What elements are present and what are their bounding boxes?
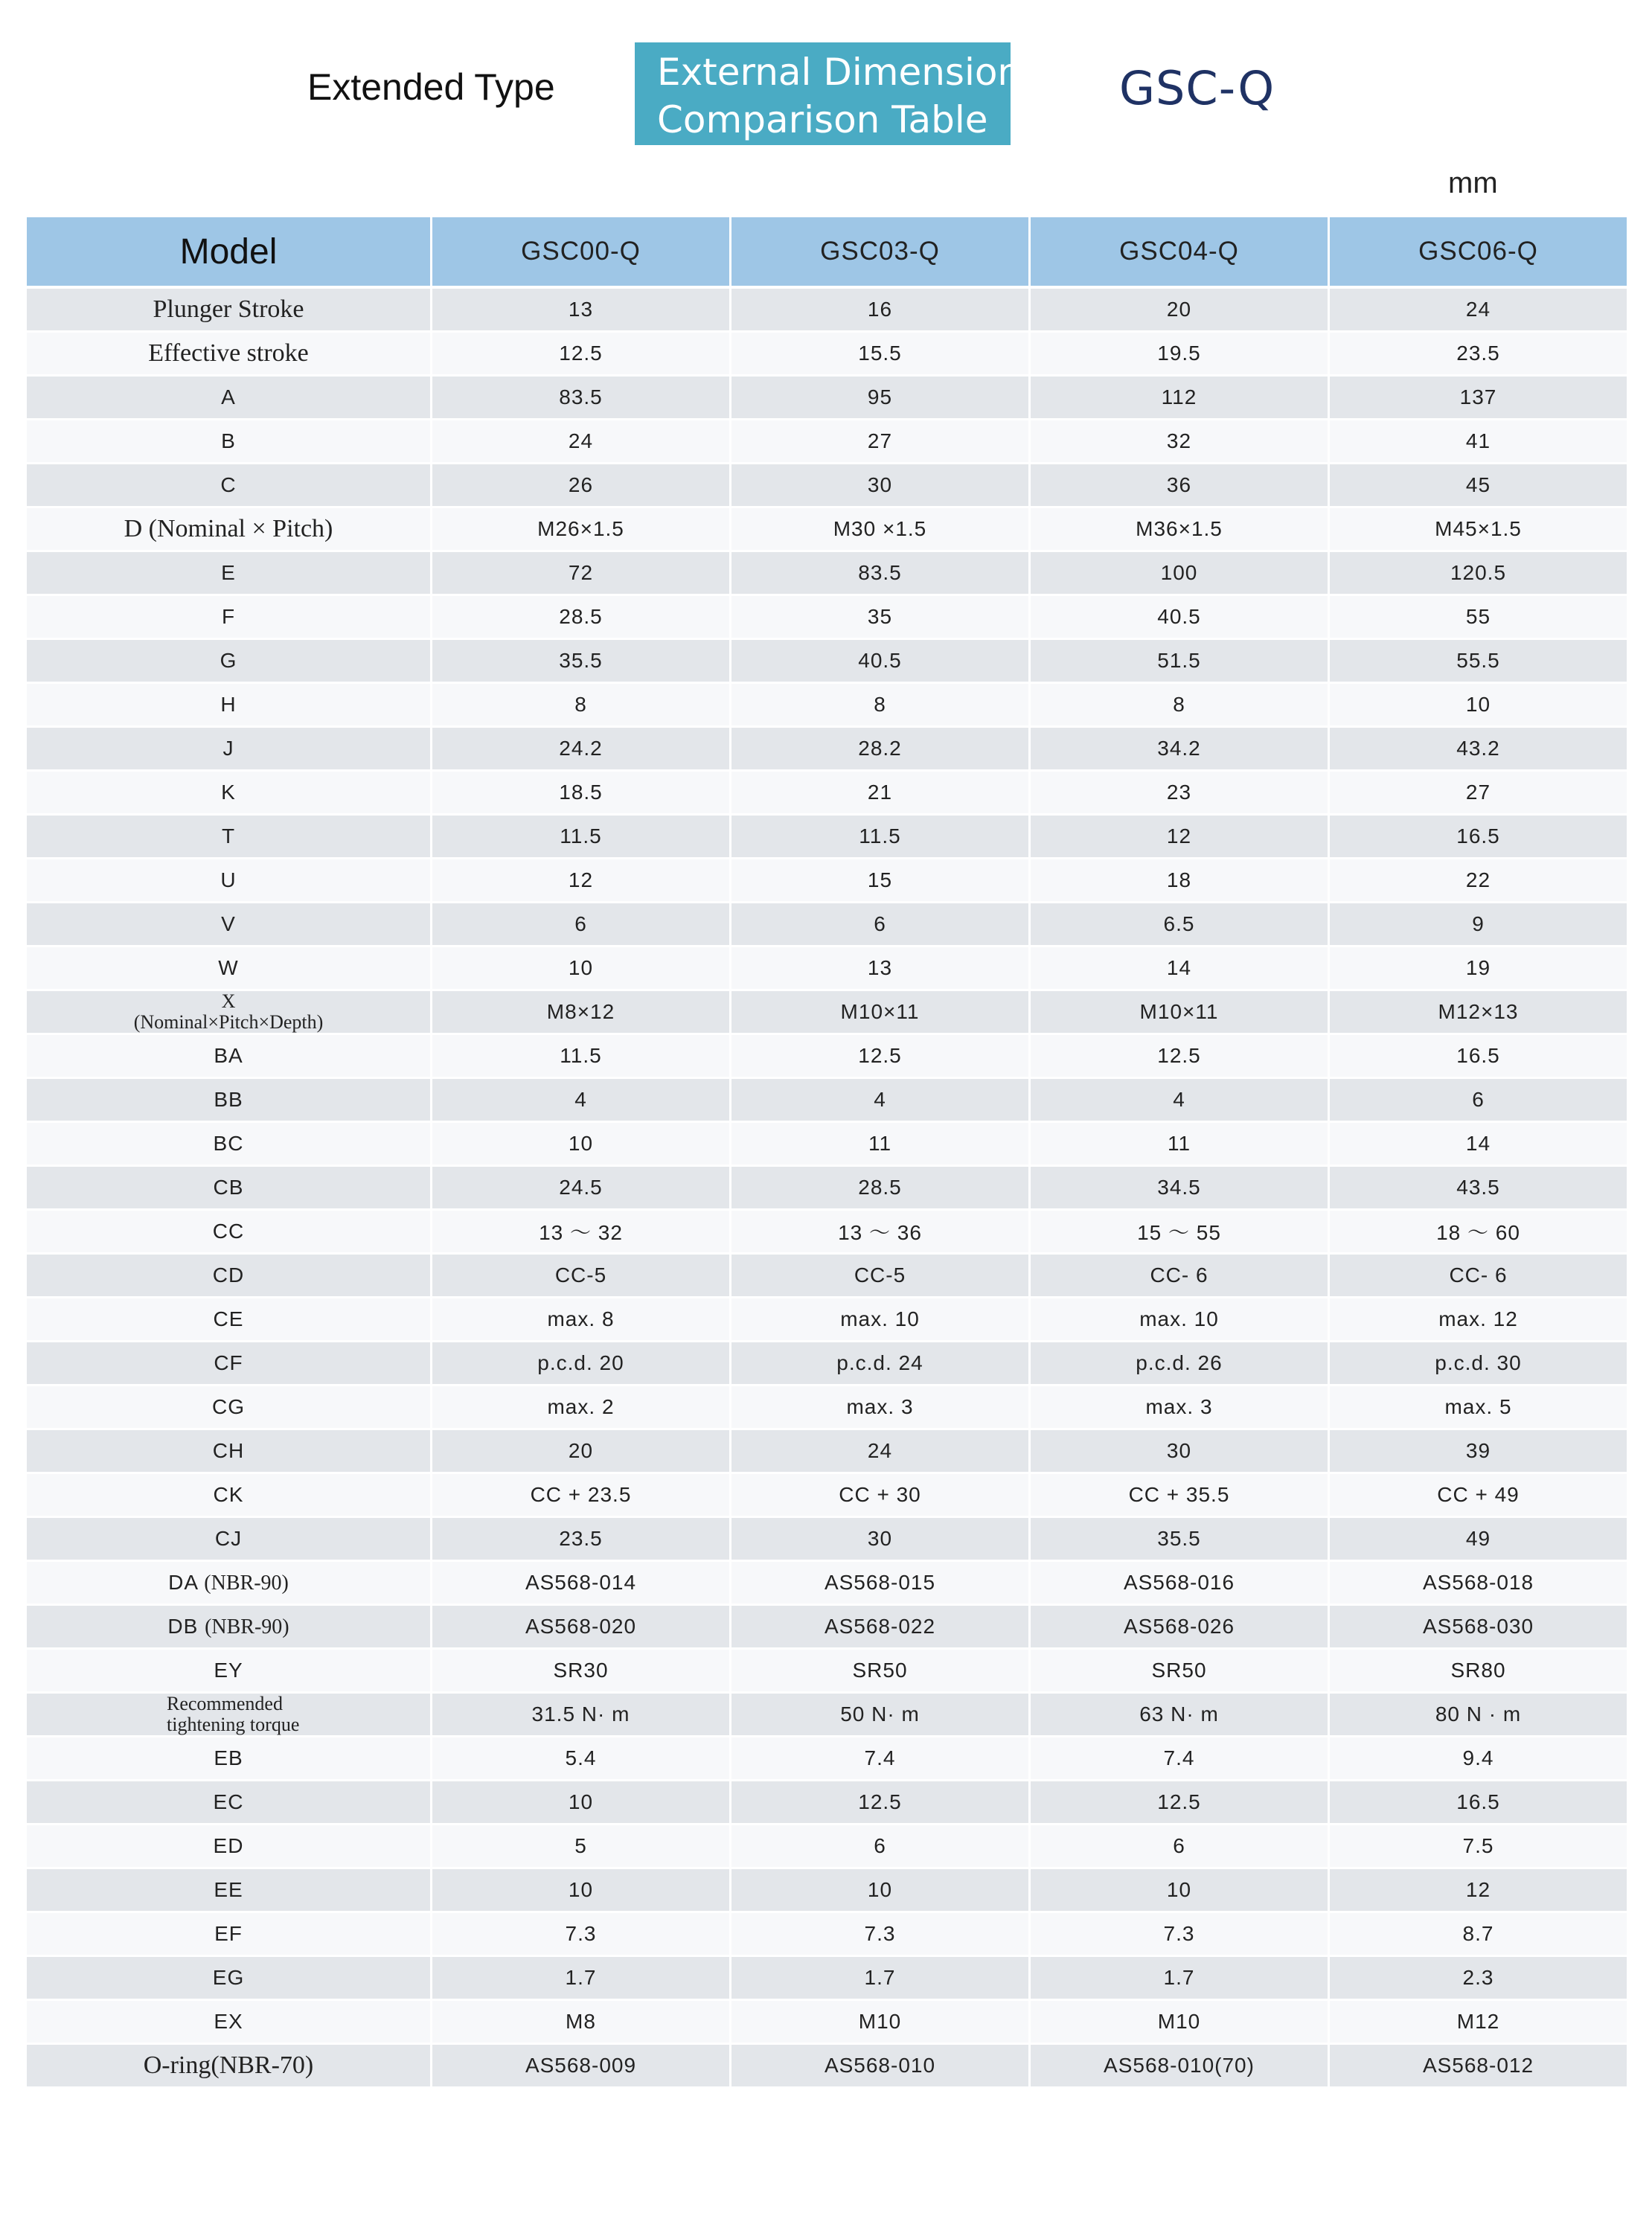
value-cell: 32	[1028, 420, 1328, 464]
table-row	[27, 1737, 1627, 1781]
table-row	[27, 464, 1627, 508]
row-label: EY	[27, 1650, 430, 1694]
value-cell: SR50	[729, 1650, 1028, 1694]
value-cell: 83.5	[729, 552, 1028, 596]
model-header: GSC00-Q	[430, 217, 729, 289]
table-row	[27, 728, 1627, 772]
value-cell: 39	[1328, 1430, 1627, 1474]
value-cell: 6	[430, 903, 729, 947]
value-cell: 23.5	[1328, 333, 1627, 377]
table-row	[27, 859, 1627, 903]
value-cell: 1.7	[1028, 1957, 1328, 2001]
row-label: BB	[27, 1079, 430, 1123]
value-cell: 6	[729, 1825, 1028, 1869]
value-cell: CC- 6	[1028, 1255, 1328, 1298]
value-cell: 30	[1028, 1430, 1328, 1474]
value-cell: M45×1.5	[1328, 508, 1627, 552]
value-cell: 30	[729, 1518, 1028, 1562]
value-cell: 83.5	[430, 377, 729, 420]
table-row	[27, 1518, 1627, 1562]
row-label: G	[27, 640, 430, 684]
table-row	[27, 1825, 1627, 1869]
table-row	[27, 1474, 1627, 1518]
value-cell: 27	[729, 420, 1028, 464]
value-cell: 11.5	[729, 816, 1028, 859]
value-cell: 40.5	[729, 640, 1028, 684]
table-row	[27, 552, 1627, 596]
title-banner	[635, 42, 1041, 145]
table-row	[27, 1606, 1627, 1650]
value-cell: M8×12	[430, 991, 729, 1035]
model-column-header: Model	[27, 217, 430, 289]
table-row	[27, 1211, 1627, 1255]
value-cell: AS568-016	[1028, 1562, 1328, 1606]
value-cell: 10	[1328, 684, 1627, 728]
table-row	[27, 991, 1627, 1035]
value-cell: 5	[430, 1825, 729, 1869]
value-cell: 24	[430, 420, 729, 464]
row-label: U	[27, 859, 430, 903]
value-cell: 28.5	[430, 596, 729, 640]
value-cell: 41	[1328, 420, 1627, 464]
value-cell: 10	[430, 1123, 729, 1167]
value-cell: M10	[1028, 2001, 1328, 2045]
value-cell: 18	[1028, 859, 1328, 903]
row-label: C	[27, 464, 430, 508]
value-cell: 35.5	[1028, 1518, 1328, 1562]
row-label	[27, 1694, 430, 1737]
value-cell: 7.3	[1028, 1913, 1328, 1957]
value-cell: M10×11	[1028, 991, 1328, 1035]
table-row	[27, 1781, 1627, 1825]
value-cell: 8	[729, 684, 1028, 728]
row-label: EX	[27, 2001, 430, 2045]
value-cell: AS568-018	[1328, 1562, 1627, 1606]
value-cell: max. 8	[430, 1298, 729, 1342]
table-row	[27, 1035, 1627, 1079]
model-header: GSC03-Q	[729, 217, 1028, 289]
value-cell: 18 ～ 60	[1328, 1211, 1627, 1255]
value-cell: 12.5	[1028, 1035, 1328, 1079]
row-label: CC	[27, 1211, 430, 1255]
value-cell: 9.4	[1328, 1737, 1627, 1781]
value-cell: 9	[1328, 903, 1627, 947]
table-row	[27, 1255, 1627, 1298]
table-row	[27, 1342, 1627, 1386]
value-cell: 23.5	[430, 1518, 729, 1562]
value-cell: 6	[1328, 1079, 1627, 1123]
value-cell: 80 N · m	[1328, 1694, 1627, 1737]
value-cell: 10	[430, 947, 729, 991]
value-cell: 12.5	[729, 1781, 1028, 1825]
model-header: GSC06-Q	[1328, 217, 1627, 289]
dimensions-table	[27, 217, 1627, 2089]
table-row	[27, 2001, 1627, 2045]
table-row	[27, 289, 1627, 333]
value-cell: 34.5	[1028, 1167, 1328, 1211]
table-row	[27, 508, 1627, 552]
value-cell: 14	[1028, 947, 1328, 991]
value-cell: 13	[729, 947, 1028, 991]
value-cell: 35	[729, 596, 1028, 640]
value-cell: 45	[1328, 464, 1627, 508]
value-cell: p.c.d. 26	[1028, 1342, 1328, 1386]
table-row	[27, 684, 1627, 728]
value-cell: 95	[729, 377, 1028, 420]
value-cell: 137	[1328, 377, 1627, 420]
product-series-title: GSC-Q	[1119, 61, 1275, 115]
row-label-line1: Recommended	[167, 1694, 283, 1714]
value-cell: AS568-009	[430, 2045, 729, 2089]
value-cell: CC + 23.5	[430, 1474, 729, 1518]
row-label: CF	[27, 1342, 430, 1386]
value-cell: 4	[729, 1079, 1028, 1123]
value-cell: 19.5	[1028, 333, 1328, 377]
row-label: BA	[27, 1035, 430, 1079]
value-cell: 1.7	[430, 1957, 729, 2001]
value-cell: 51.5	[1028, 640, 1328, 684]
value-cell: M10	[729, 2001, 1028, 2045]
row-label: EB	[27, 1737, 430, 1781]
table-row	[27, 816, 1627, 859]
row-label-line2: (Nominal×Pitch×Depth)	[133, 1011, 324, 1033]
value-cell: 23	[1028, 772, 1328, 816]
value-cell: 11	[1028, 1123, 1328, 1167]
row-label: CB	[27, 1167, 430, 1211]
value-cell: 2.3	[1328, 1957, 1627, 2001]
value-cell: 43.5	[1328, 1167, 1627, 1211]
value-cell: AS568-010(70)	[1028, 2045, 1328, 2089]
value-cell: 7.5	[1328, 1825, 1627, 1869]
row-label	[27, 1562, 430, 1606]
row-label: EE	[27, 1869, 430, 1913]
value-cell: AS568-015	[729, 1562, 1028, 1606]
row-label: Effective stroke	[27, 333, 430, 377]
row-label: CH	[27, 1430, 430, 1474]
value-cell: 55	[1328, 596, 1627, 640]
table-row	[27, 377, 1627, 420]
value-cell: 8	[430, 684, 729, 728]
value-cell: 4	[430, 1079, 729, 1123]
row-label: Plunger Stroke	[27, 289, 430, 333]
value-cell: AS568-022	[729, 1606, 1028, 1650]
row-label: CD	[27, 1255, 430, 1298]
table-row	[27, 903, 1627, 947]
value-cell: 6	[1028, 1825, 1328, 1869]
value-cell: max. 12	[1328, 1298, 1627, 1342]
value-cell: 12.5	[430, 333, 729, 377]
value-cell: 18.5	[430, 772, 729, 816]
value-cell: CC + 30	[729, 1474, 1028, 1518]
title-banner-line2: Comparison Table	[657, 98, 988, 141]
value-cell: max. 5	[1328, 1386, 1627, 1430]
table-row	[27, 772, 1627, 816]
table-row	[27, 947, 1627, 991]
row-label	[27, 991, 430, 1035]
value-cell: 12.5	[729, 1035, 1028, 1079]
value-cell: 14	[1328, 1123, 1627, 1167]
table-row	[27, 1079, 1627, 1123]
value-cell: M26×1.5	[430, 508, 729, 552]
table-row	[27, 1167, 1627, 1211]
value-cell: M10×11	[729, 991, 1028, 1035]
value-cell: 43.2	[1328, 728, 1627, 772]
value-cell: 16	[729, 289, 1028, 333]
value-cell: AS568-026	[1028, 1606, 1328, 1650]
value-cell: max. 2	[430, 1386, 729, 1430]
row-label: J	[27, 728, 430, 772]
value-cell: 19	[1328, 947, 1627, 991]
value-cell: 16.5	[1328, 1035, 1627, 1079]
row-label: F	[27, 596, 430, 640]
row-label: BC	[27, 1123, 430, 1167]
value-cell: 36	[1028, 464, 1328, 508]
value-cell: 63 N· m	[1028, 1694, 1328, 1737]
table-row	[27, 1913, 1627, 1957]
table-row	[27, 1869, 1627, 1913]
value-cell: 10	[430, 1781, 729, 1825]
value-cell: SR50	[1028, 1650, 1328, 1694]
value-cell: max. 3	[1028, 1386, 1328, 1430]
value-cell: 8.7	[1328, 1913, 1627, 1957]
value-cell: M30 ×1.5	[729, 508, 1028, 552]
value-cell: max. 3	[729, 1386, 1028, 1430]
value-cell: AS568-012	[1328, 2045, 1627, 2089]
value-cell: 12.5	[1028, 1781, 1328, 1825]
table-row	[27, 596, 1627, 640]
value-cell: 15.5	[729, 333, 1028, 377]
value-cell: CC + 49	[1328, 1474, 1627, 1518]
value-cell: 1.7	[729, 1957, 1028, 2001]
row-label: V	[27, 903, 430, 947]
table-row	[27, 420, 1627, 464]
row-label: K	[27, 772, 430, 816]
page-subtitle: Extended Type	[307, 66, 555, 108]
value-cell: 20	[430, 1430, 729, 1474]
value-cell: 31.5 N· m	[430, 1694, 729, 1737]
row-label: B	[27, 420, 430, 464]
value-cell: 24	[1328, 289, 1627, 333]
row-label: H	[27, 684, 430, 728]
value-cell: CC-5	[729, 1255, 1028, 1298]
value-cell: 7.4	[1028, 1737, 1328, 1781]
value-cell: 27	[1328, 772, 1627, 816]
row-label: W	[27, 947, 430, 991]
value-cell: max. 10	[729, 1298, 1028, 1342]
value-cell: p.c.d. 20	[430, 1342, 729, 1386]
value-cell: M12×13	[1328, 991, 1627, 1035]
value-cell: 112	[1028, 377, 1328, 420]
value-cell: 35.5	[430, 640, 729, 684]
value-cell: 24	[729, 1430, 1028, 1474]
value-cell: p.c.d. 24	[729, 1342, 1028, 1386]
table-row	[27, 1957, 1627, 2001]
value-cell: 28.2	[729, 728, 1028, 772]
row-label-material: (NBR-90)	[204, 1571, 289, 1595]
value-cell: 22	[1328, 859, 1627, 903]
value-cell: AS568-010	[729, 2045, 1028, 2089]
row-label	[27, 1606, 430, 1650]
value-cell: 11.5	[430, 816, 729, 859]
value-cell: 30	[729, 464, 1028, 508]
table-row	[27, 1562, 1627, 1606]
value-cell: 7.4	[729, 1737, 1028, 1781]
value-cell: 28.5	[729, 1167, 1028, 1211]
value-cell: SR30	[430, 1650, 729, 1694]
value-cell: M8	[430, 2001, 729, 2045]
value-cell: 50 N· m	[729, 1694, 1028, 1737]
table-row	[27, 1650, 1627, 1694]
row-label: EC	[27, 1781, 430, 1825]
value-cell: M12	[1328, 2001, 1627, 2045]
value-cell: 34.2	[1028, 728, 1328, 772]
value-cell: 24.5	[430, 1167, 729, 1211]
value-cell: 26	[430, 464, 729, 508]
value-cell: AS568-020	[430, 1606, 729, 1650]
row-label: CG	[27, 1386, 430, 1430]
table-row	[27, 1386, 1627, 1430]
value-cell: 120.5	[1328, 552, 1627, 596]
value-cell: 12	[1028, 816, 1328, 859]
value-cell: 10	[430, 1869, 729, 1913]
row-label-line1: X	[221, 991, 236, 1012]
row-label: O-ring(NBR-70)	[27, 2045, 430, 2089]
value-cell: 6.5	[1028, 903, 1328, 947]
value-cell: 7.3	[729, 1913, 1028, 1957]
value-cell: 72	[430, 552, 729, 596]
table-row	[27, 1123, 1627, 1167]
value-cell: 21	[729, 772, 1028, 816]
table-row	[27, 1430, 1627, 1474]
value-cell: SR80	[1328, 1650, 1627, 1694]
value-cell: 40.5	[1028, 596, 1328, 640]
value-cell: AS568-014	[430, 1562, 729, 1606]
row-label-code: DB	[167, 1614, 199, 1638]
row-label: CE	[27, 1298, 430, 1342]
unit-label: mm	[1448, 167, 1498, 199]
value-cell: CC- 6	[1328, 1255, 1627, 1298]
value-cell: 10	[729, 1869, 1028, 1913]
value-cell: CC-5	[430, 1255, 729, 1298]
value-cell: 12	[1328, 1869, 1627, 1913]
value-cell: 11.5	[430, 1035, 729, 1079]
table-row	[27, 1298, 1627, 1342]
value-cell: 49	[1328, 1518, 1627, 1562]
value-cell: 12	[430, 859, 729, 903]
value-cell: AS568-030	[1328, 1606, 1627, 1650]
value-cell: 20	[1028, 289, 1328, 333]
table-row	[27, 2045, 1627, 2089]
value-cell: 13 ～ 32	[430, 1211, 729, 1255]
value-cell: 7.3	[430, 1913, 729, 1957]
row-label: CJ	[27, 1518, 430, 1562]
value-cell: 13 ～ 36	[729, 1211, 1028, 1255]
row-label: E	[27, 552, 430, 596]
row-label: EF	[27, 1913, 430, 1957]
row-label: CK	[27, 1474, 430, 1518]
value-cell: M36×1.5	[1028, 508, 1328, 552]
value-cell: 4	[1028, 1079, 1328, 1123]
value-cell: 16.5	[1328, 1781, 1627, 1825]
value-cell: 8	[1028, 684, 1328, 728]
row-label: A	[27, 377, 430, 420]
row-label: EG	[27, 1957, 430, 2001]
table-row	[27, 640, 1627, 684]
row-label-material: (NBR-90)	[205, 1615, 289, 1638]
value-cell: 55.5	[1328, 640, 1627, 684]
row-label-line2: tightening torque	[167, 1714, 300, 1735]
row-label: ED	[27, 1825, 430, 1869]
value-cell: p.c.d. 30	[1328, 1342, 1627, 1386]
value-cell: 11	[729, 1123, 1028, 1167]
row-label-code: DA	[168, 1570, 198, 1594]
value-cell: 13	[430, 289, 729, 333]
value-cell: 15 ～ 55	[1028, 1211, 1328, 1255]
table-row	[27, 333, 1627, 377]
row-label: D (Nominal × Pitch)	[27, 508, 430, 552]
table-body	[27, 289, 1627, 2089]
row-label: T	[27, 816, 430, 859]
value-cell: 24.2	[430, 728, 729, 772]
title-banner-line1: External Dimensions	[657, 51, 1041, 94]
value-cell: max. 10	[1028, 1298, 1328, 1342]
value-cell: 6	[729, 903, 1028, 947]
value-cell: 10	[1028, 1869, 1328, 1913]
value-cell: 5.4	[430, 1737, 729, 1781]
table-row	[27, 1694, 1627, 1737]
value-cell: 16.5	[1328, 816, 1627, 859]
table-header-row	[27, 217, 1627, 289]
value-cell: CC + 35.5	[1028, 1474, 1328, 1518]
value-cell: 15	[729, 859, 1028, 903]
value-cell: 100	[1028, 552, 1328, 596]
model-header: GSC04-Q	[1028, 217, 1328, 289]
